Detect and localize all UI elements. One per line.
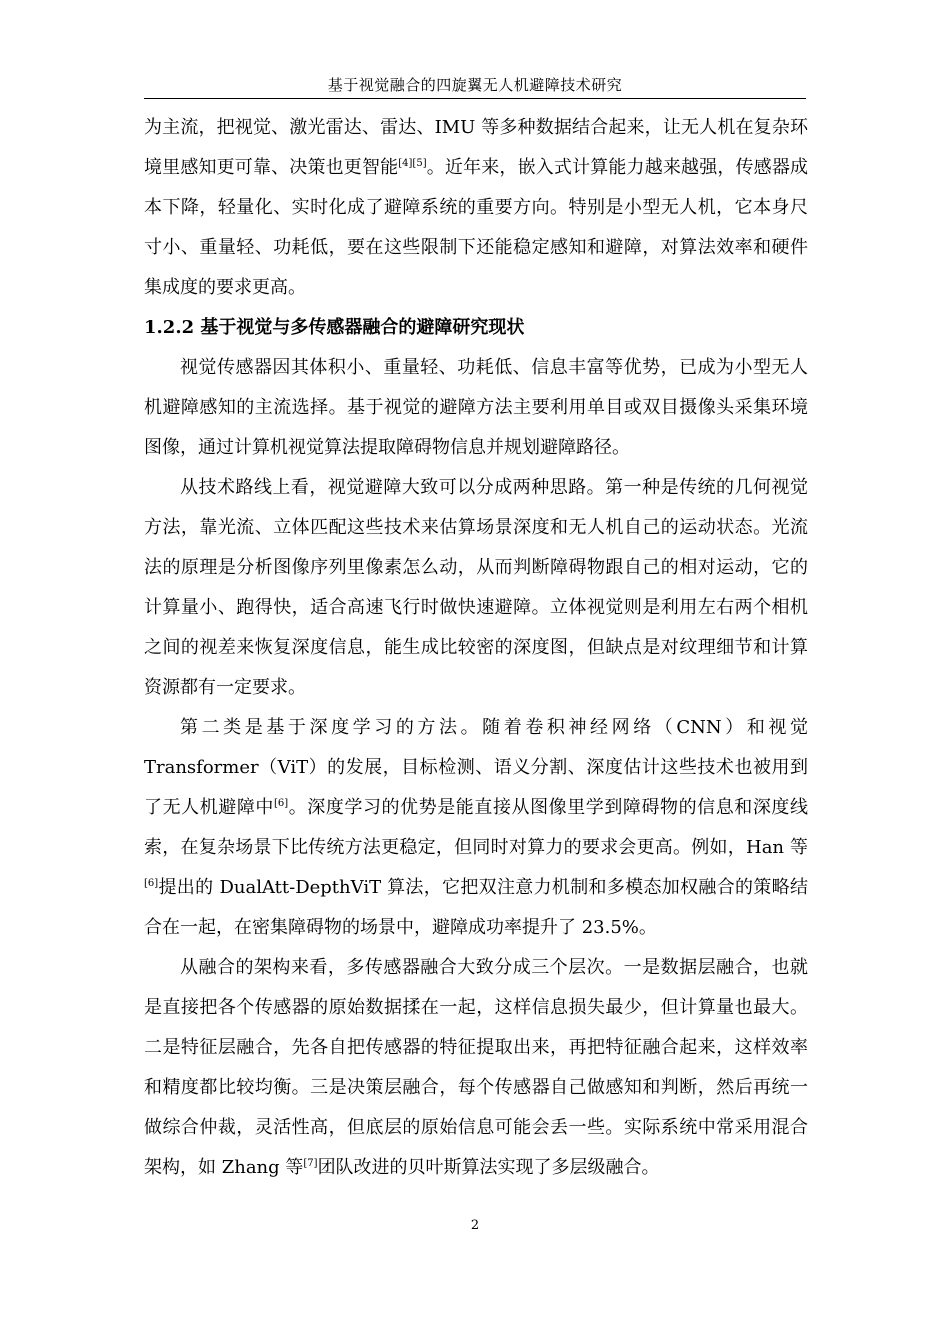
paragraph-text: 。深度学习的优势是能直接从图像里学到障碍物的信息和深度线索，在复杂场景下比传统方法更稳定，但同时对算力的要求会更高。例如，Han 等 (144, 797, 809, 858)
paragraph-text: 第二类是基于深度学习的方法。随着卷积神经网络（CNN）和视觉 Transformer（ViT）的发展，目标检测、语义分割、深度估计这些技术也被用到了无人机避障中 (144, 717, 808, 818)
paragraph-continuation (144, 108, 808, 308)
paragraph-fusion-architecture (144, 948, 808, 1188)
citation-ref[interactable]: [4][5] (398, 158, 427, 169)
section-heading: 1.2.2 基于视觉与多传感器融合的避障研究现状 (144, 317, 525, 338)
citation-ref[interactable]: [6] (273, 798, 289, 809)
paragraph-deep-learning (144, 708, 808, 948)
paragraph-technical-routes: 从技术路线上看，视觉避障大致可以分成两种思路。第一种是传统的几何视觉方法，靠光流、立体匹配这些技术来估算场景深度和无人机自己的运动状态。光流法的原理是分析图像序列里像素怎么动，从而判断障碍物跟自己的相对运动，它的计算量小、跑得快，适合高速飞行时做快速避障。立体视觉则是利用左右两个相机之间的视差来恢复深度信息，能生成比较密的深度图，但缺点是对纹理细节和计算资源都有一定要求。 (144, 477, 808, 698)
paragraph-text: 提出的 DualAtt-DepthViT 算法，它把双注意力机制和多模态加权融合的策略结合在一起，在密集障碍物的场景中，避障成功率提升了 23.5%。 (144, 877, 808, 938)
citation-ref[interactable]: [6] (144, 878, 159, 889)
paragraph-text: 团队改进的贝叶斯算法实现了多层级融合。 (317, 1157, 660, 1178)
citation-ref[interactable]: [7] (303, 1158, 318, 1169)
paragraph-text: 从融合的架构来看，多传感器融合大致分成三个层次。一是数据层融合，也就是直接把各个传感器的原始数据揉在一起，这样信息损失最少，但计算量也最大。二是特征层融合，先各自把传感器的特征提取出来，再把特征融合起来，这样效率和精度都比较均衡。三是决策层融合，每个传感器自己做感知和判断，然后再统一做综合仲裁，灵活性高，但底层的原始信息可能会丢一些。实际系统中常采用混合架构，如 Zhang 等 (144, 957, 808, 1178)
paragraph-text: 。近年来，嵌入式计算能力越来越强，传感器成本下降，轻量化、实时化成了避障系统的重要方向。特别是小型无人机，它本身尺寸小、重量轻、功耗低，要在这些限制下还能稳定感知和避障，对算法效率和硬件集成度的要求更高。 (144, 157, 809, 298)
running-header: 基于视觉融合的四旋翼无人机避障技术研究 (327, 76, 623, 94)
page-number: 2 (470, 1218, 480, 1233)
paragraph-visual-sensors: 视觉传感器因其体积小、重量轻、功耗低、信息丰富等优势，已成为小型无人机避障感知的主流选择。基于视觉的避障方法主要利用单目或双目摄像头采集环境图像，通过计算机视觉算法提取障碍物信息并规划避障路径。 (144, 357, 808, 458)
paragraph-text: 为主流，把视觉、激光雷达、雷达、IMU 等多种数据结合起来，让无人机在复杂环境里感知更可靠、决策也更智能 (144, 117, 808, 178)
header-divider (144, 98, 806, 99)
page-body (144, 108, 808, 1188)
